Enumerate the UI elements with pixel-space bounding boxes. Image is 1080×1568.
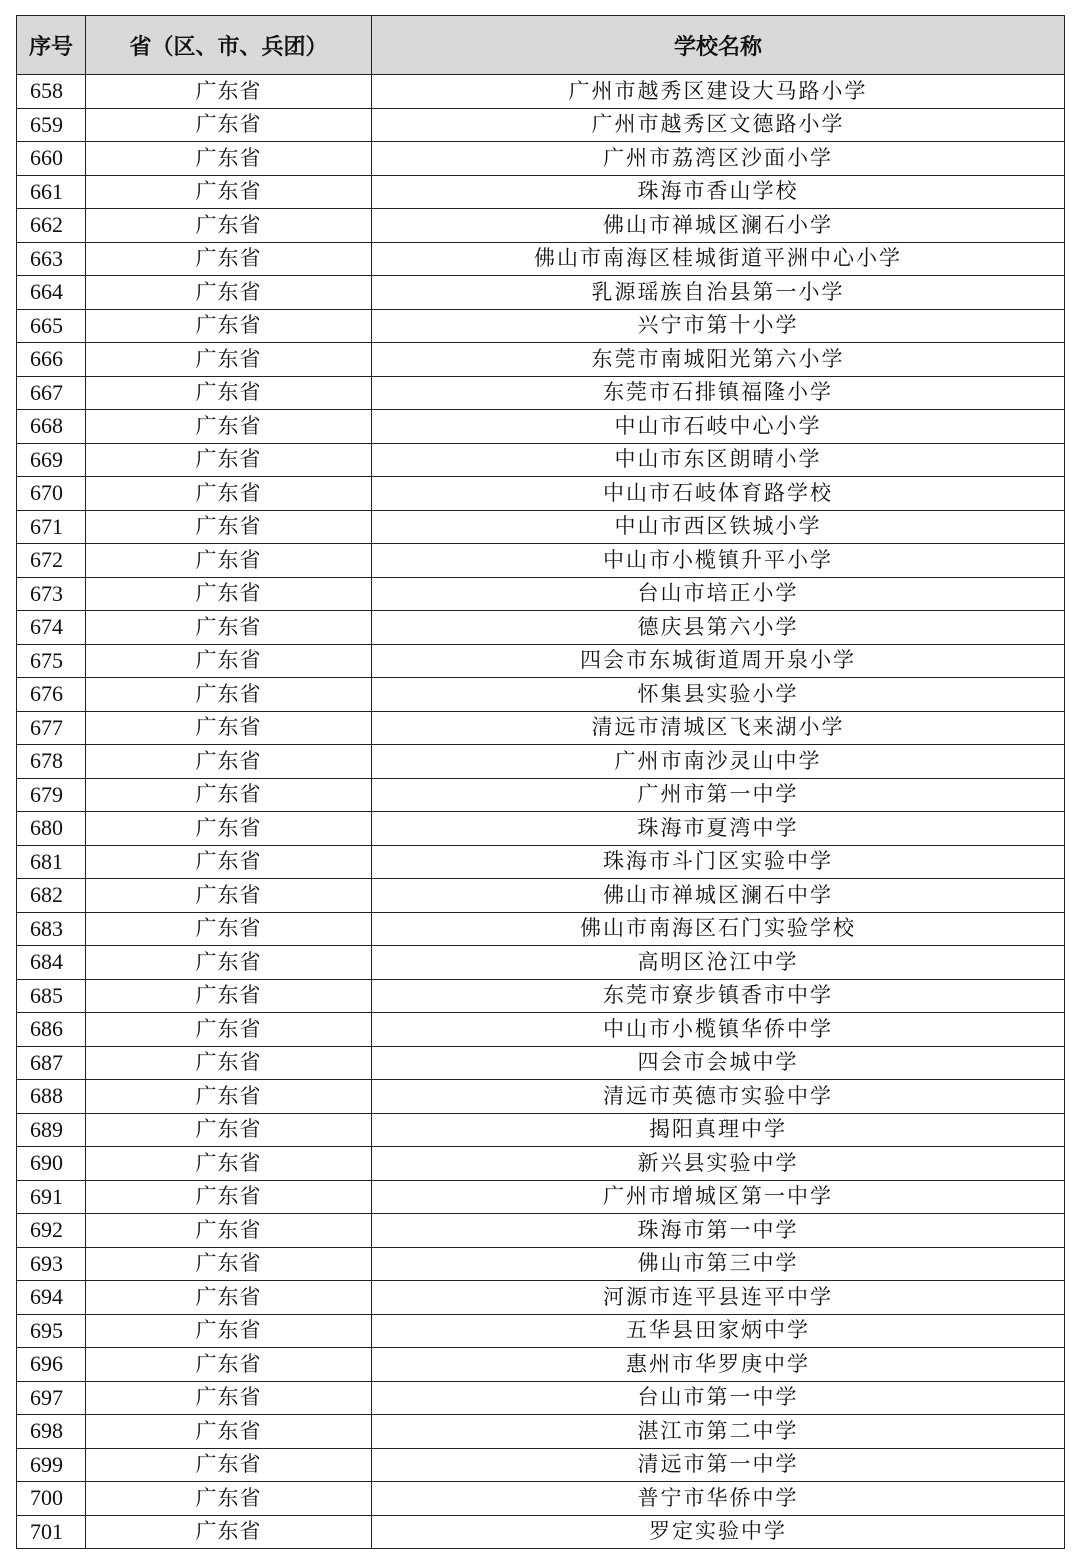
row-school-name: 珠海市斗门区实验中学 xyxy=(372,845,1065,879)
row-serial-number: 690 xyxy=(17,1147,86,1181)
row-province: 广东省 xyxy=(86,845,372,879)
row-serial-number: 681 xyxy=(17,845,86,879)
row-school-name: 珠海市夏湾中学 xyxy=(372,812,1065,846)
row-province: 广东省 xyxy=(86,1147,372,1181)
row-school-name: 四会市东城街道周开泉小学 xyxy=(372,644,1065,678)
row-school-name: 东莞市南城阳光第六小学 xyxy=(372,343,1065,377)
row-serial-number: 691 xyxy=(17,1180,86,1214)
row-serial-number: 664 xyxy=(17,276,86,310)
table-row xyxy=(17,778,1065,812)
table-row xyxy=(17,1281,1065,1315)
row-serial-number: 682 xyxy=(17,879,86,913)
table-row xyxy=(17,309,1065,343)
row-school-name: 高明区沧江中学 xyxy=(372,946,1065,980)
row-serial-number: 693 xyxy=(17,1247,86,1281)
table-row xyxy=(17,510,1065,544)
row-serial-number: 699 xyxy=(17,1448,86,1482)
table-row xyxy=(17,1247,1065,1281)
row-serial-number: 667 xyxy=(17,376,86,410)
row-school-name: 清远市第一中学 xyxy=(372,1448,1065,1482)
table-row xyxy=(17,1348,1065,1382)
row-serial-number: 678 xyxy=(17,745,86,779)
table-row xyxy=(17,343,1065,377)
row-serial-number: 676 xyxy=(17,678,86,712)
row-school-name: 中山市东区朗晴小学 xyxy=(372,443,1065,477)
row-province: 广东省 xyxy=(86,1281,372,1315)
row-school-name: 四会市会城中学 xyxy=(372,1046,1065,1080)
table-row xyxy=(17,1180,1065,1214)
row-province: 广东省 xyxy=(86,711,372,745)
table-row xyxy=(17,276,1065,310)
row-province: 广东省 xyxy=(86,778,372,812)
table-header xyxy=(17,16,1065,75)
row-province: 广东省 xyxy=(86,75,372,109)
row-school-name: 广州市第一中学 xyxy=(372,778,1065,812)
row-province: 广东省 xyxy=(86,1348,372,1382)
row-province: 广东省 xyxy=(86,410,372,444)
row-province: 广东省 xyxy=(86,175,372,209)
table-row xyxy=(17,1147,1065,1181)
row-school-name: 广州市越秀区文德路小学 xyxy=(372,108,1065,142)
row-province: 广东省 xyxy=(86,343,372,377)
table-row xyxy=(17,1046,1065,1080)
row-school-name: 清远市英德市实验中学 xyxy=(372,1080,1065,1114)
row-serial-number: 701 xyxy=(17,1515,86,1549)
row-serial-number: 686 xyxy=(17,1013,86,1047)
table-row xyxy=(17,912,1065,946)
row-province: 广东省 xyxy=(86,745,372,779)
table-row xyxy=(17,577,1065,611)
table-row xyxy=(17,242,1065,276)
row-school-name: 惠州市华罗庚中学 xyxy=(372,1348,1065,1382)
table-row xyxy=(17,678,1065,712)
row-province: 广东省 xyxy=(86,477,372,511)
table-row xyxy=(17,1515,1065,1549)
row-serial-number: 670 xyxy=(17,477,86,511)
row-school-name: 广州市增城区第一中学 xyxy=(372,1180,1065,1214)
row-school-name: 佛山市禅城区澜石小学 xyxy=(372,209,1065,243)
row-province: 广东省 xyxy=(86,946,372,980)
row-serial-number: 679 xyxy=(17,778,86,812)
row-serial-number: 673 xyxy=(17,577,86,611)
table-row xyxy=(17,108,1065,142)
row-serial-number: 685 xyxy=(17,979,86,1013)
row-province: 广东省 xyxy=(86,1113,372,1147)
school-list-table xyxy=(16,15,1065,1549)
row-serial-number: 661 xyxy=(17,175,86,209)
row-province: 广东省 xyxy=(86,309,372,343)
header-province: 省（区、市、兵团） xyxy=(86,16,372,75)
row-serial-number: 665 xyxy=(17,309,86,343)
row-school-name: 佛山市禅城区澜石中学 xyxy=(372,879,1065,913)
row-province: 广东省 xyxy=(86,611,372,645)
table-body xyxy=(17,75,1065,1549)
row-school-name: 台山市第一中学 xyxy=(372,1381,1065,1415)
row-serial-number: 694 xyxy=(17,1281,86,1315)
row-province: 广东省 xyxy=(86,678,372,712)
row-serial-number: 669 xyxy=(17,443,86,477)
table-row xyxy=(17,1214,1065,1248)
row-province: 广东省 xyxy=(86,1013,372,1047)
table-row xyxy=(17,644,1065,678)
row-serial-number: 687 xyxy=(17,1046,86,1080)
row-province: 广东省 xyxy=(86,1381,372,1415)
row-school-name: 中山市石岐体育路学校 xyxy=(372,477,1065,511)
table-row xyxy=(17,443,1065,477)
table-row xyxy=(17,1415,1065,1449)
row-school-name: 佛山市第三中学 xyxy=(372,1247,1065,1281)
row-serial-number: 675 xyxy=(17,644,86,678)
table-row xyxy=(17,1113,1065,1147)
row-province: 广东省 xyxy=(86,1247,372,1281)
table-row xyxy=(17,879,1065,913)
row-school-name: 佛山市南海区桂城街道平洲中心小学 xyxy=(372,242,1065,276)
table-row xyxy=(17,410,1065,444)
row-serial-number: 700 xyxy=(17,1482,86,1516)
row-serial-number: 692 xyxy=(17,1214,86,1248)
row-serial-number: 659 xyxy=(17,108,86,142)
row-province: 广东省 xyxy=(86,979,372,1013)
row-school-name: 清远市清城区飞来湖小学 xyxy=(372,711,1065,745)
header-row xyxy=(17,16,1065,75)
table-row xyxy=(17,845,1065,879)
row-school-name: 德庆县第六小学 xyxy=(372,611,1065,645)
row-province: 广东省 xyxy=(86,1214,372,1248)
row-province: 广东省 xyxy=(86,209,372,243)
row-serial-number: 671 xyxy=(17,510,86,544)
row-province: 广东省 xyxy=(86,376,372,410)
row-province: 广东省 xyxy=(86,879,372,913)
row-province: 广东省 xyxy=(86,1448,372,1482)
row-serial-number: 680 xyxy=(17,812,86,846)
table-row xyxy=(17,1314,1065,1348)
row-serial-number: 662 xyxy=(17,209,86,243)
row-serial-number: 674 xyxy=(17,611,86,645)
table-row xyxy=(17,209,1065,243)
row-school-name: 台山市培正小学 xyxy=(372,577,1065,611)
table-row xyxy=(17,711,1065,745)
row-province: 广东省 xyxy=(86,1482,372,1516)
row-serial-number: 672 xyxy=(17,544,86,578)
row-province: 广东省 xyxy=(86,644,372,678)
row-province: 广东省 xyxy=(86,1415,372,1449)
header-school-name: 学校名称 xyxy=(372,16,1065,75)
row-school-name: 新兴县实验中学 xyxy=(372,1147,1065,1181)
table-row xyxy=(17,946,1065,980)
table-row xyxy=(17,745,1065,779)
row-province: 广东省 xyxy=(86,1180,372,1214)
row-serial-number: 695 xyxy=(17,1314,86,1348)
row-serial-number: 696 xyxy=(17,1348,86,1382)
row-province: 广东省 xyxy=(86,242,372,276)
table-row xyxy=(17,611,1065,645)
row-serial-number: 658 xyxy=(17,75,86,109)
row-serial-number: 660 xyxy=(17,142,86,176)
row-serial-number: 684 xyxy=(17,946,86,980)
row-serial-number: 698 xyxy=(17,1415,86,1449)
row-province: 广东省 xyxy=(86,510,372,544)
row-province: 广东省 xyxy=(86,443,372,477)
row-province: 广东省 xyxy=(86,108,372,142)
row-school-name: 中山市石岐中心小学 xyxy=(372,410,1065,444)
table-row xyxy=(17,376,1065,410)
row-school-name: 怀集县实验小学 xyxy=(372,678,1065,712)
row-school-name: 东莞市石排镇福隆小学 xyxy=(372,376,1065,410)
table-row xyxy=(17,1448,1065,1482)
school-list-sheet xyxy=(16,15,1064,1549)
row-school-name: 珠海市第一中学 xyxy=(372,1214,1065,1248)
row-school-name: 罗定实验中学 xyxy=(372,1515,1065,1549)
row-school-name: 兴宁市第十小学 xyxy=(372,309,1065,343)
table-row xyxy=(17,1381,1065,1415)
row-province: 广东省 xyxy=(86,1080,372,1114)
row-school-name: 中山市西区铁城小学 xyxy=(372,510,1065,544)
row-school-name: 乳源瑶族自治县第一小学 xyxy=(372,276,1065,310)
table-row xyxy=(17,142,1065,176)
table-row xyxy=(17,544,1065,578)
header-serial-number: 序号 xyxy=(17,16,86,75)
row-school-name: 湛江市第二中学 xyxy=(372,1415,1065,1449)
table-row xyxy=(17,1013,1065,1047)
row-province: 广东省 xyxy=(86,1046,372,1080)
table-row xyxy=(17,979,1065,1013)
row-serial-number: 668 xyxy=(17,410,86,444)
row-serial-number: 663 xyxy=(17,242,86,276)
row-school-name: 东莞市寮步镇香市中学 xyxy=(372,979,1065,1013)
row-serial-number: 677 xyxy=(17,711,86,745)
table-row xyxy=(17,1080,1065,1114)
row-school-name: 河源市连平县连平中学 xyxy=(372,1281,1065,1315)
row-school-name: 广州市越秀区建设大马路小学 xyxy=(372,75,1065,109)
row-province: 广东省 xyxy=(86,276,372,310)
table-row xyxy=(17,812,1065,846)
row-school-name: 五华县田家炳中学 xyxy=(372,1314,1065,1348)
table-row xyxy=(17,175,1065,209)
row-serial-number: 688 xyxy=(17,1080,86,1114)
row-school-name: 佛山市南海区石门实验学校 xyxy=(372,912,1065,946)
row-school-name: 揭阳真理中学 xyxy=(372,1113,1065,1147)
row-province: 广东省 xyxy=(86,577,372,611)
row-serial-number: 666 xyxy=(17,343,86,377)
row-province: 广东省 xyxy=(86,1314,372,1348)
row-school-name: 普宁市华侨中学 xyxy=(372,1482,1065,1516)
table-row xyxy=(17,75,1065,109)
row-school-name: 广州市荔湾区沙面小学 xyxy=(372,142,1065,176)
row-province: 广东省 xyxy=(86,544,372,578)
table-row xyxy=(17,1482,1065,1516)
row-province: 广东省 xyxy=(86,812,372,846)
row-school-name: 广州市南沙灵山中学 xyxy=(372,745,1065,779)
row-school-name: 珠海市香山学校 xyxy=(372,175,1065,209)
row-province: 广东省 xyxy=(86,142,372,176)
table-row xyxy=(17,477,1065,511)
row-serial-number: 689 xyxy=(17,1113,86,1147)
row-serial-number: 683 xyxy=(17,912,86,946)
row-province: 广东省 xyxy=(86,912,372,946)
row-school-name: 中山市小榄镇升平小学 xyxy=(372,544,1065,578)
row-school-name: 中山市小榄镇华侨中学 xyxy=(372,1013,1065,1047)
row-serial-number: 697 xyxy=(17,1381,86,1415)
row-province: 广东省 xyxy=(86,1515,372,1549)
